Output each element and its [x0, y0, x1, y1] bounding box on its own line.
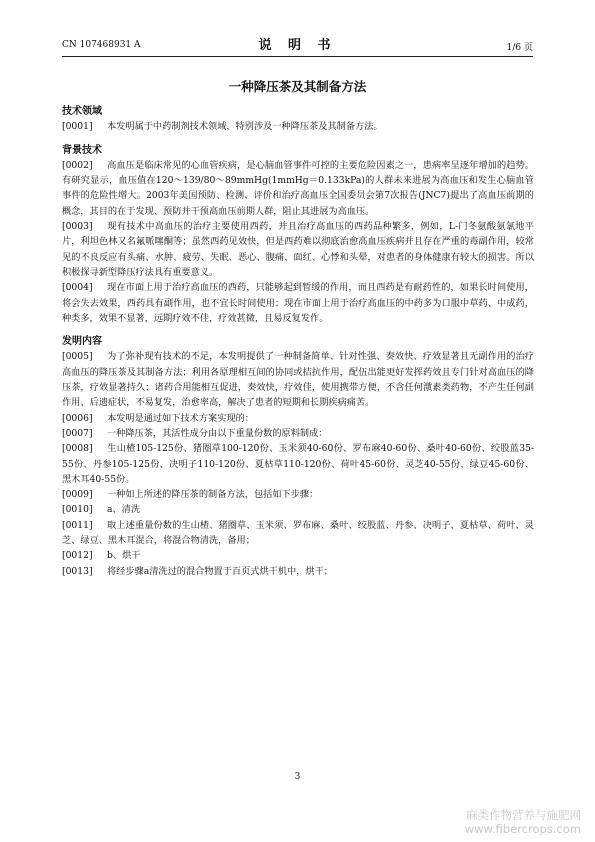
paragraph-text: 本发明属于中药制剂技术领域，特别涉及一种降压茶及其制备方法。 [107, 121, 383, 133]
paragraph-number: [0010] [62, 504, 93, 516]
paragraph-text: 取上述重量份数的生山楂、猪圈草、玉米须、罗布麻、桑叶、绞股蓝、丹参、决明子、夏枯草、荷叶、灵芝、绿豆、黑木耳混合，将混合物清洗，备用； [62, 519, 534, 547]
paragraph [62, 579, 534, 594]
paragraph-number: [0011] [62, 519, 93, 531]
paragraph [62, 119, 534, 134]
paragraph-text: 为了弥补现有技术的不足，本发明提供了一种制备简单、针对性强、奏效快、疗效显著且无副作用的治疗高血压的降压茶及其制备方法；利用各原理相互间的协同或拮抗作用，配伍出能更好发挥药效且专门针对高血压的降压茶，疗效显著持久；诸药合用能相互促进，奏效快，疗效佳，使用携带方便，不含任何激素类药物，不产生任何副作用、后遗症状，不易复发，治愈率高，解决了患者的短期和长期疾病痛苦。 [62, 351, 534, 409]
page-info: 1/6 页 [506, 43, 533, 53]
page-header [62, 38, 533, 56]
paragraph-text: 高血压是临床常见的心血管疾病，是心脑血管事件可控的主要危险因素之一，患病率呈逐年增加的趋势。有研究显示，血压值在120～139/80～89mmHg(1mmHg＝0.133kPa)的人群未来进展为高血压和发生心脑血管事件的危险性增大。2003年美国预防、检测、评价和治疗高血压全国委员会第7次报告(JNC7)提出了高血压前期的概念，其目的在于发现、预防并干预高血压前期人群，阻止其进展为高血压。 [62, 159, 534, 217]
watermark [465, 808, 581, 836]
paragraph [62, 411, 534, 426]
paragraph-number: [0005] [62, 351, 93, 363]
watermark-line: 麻类作物营养与施肥网 [466, 808, 581, 822]
paragraph-number: [0002] [62, 159, 93, 171]
paragraph [62, 349, 534, 410]
header-rule [62, 56, 533, 57]
paragraph-text: 现有技术中高血压的治疗主要使用西药，并且治疗高血压的西药品种繁多，例如，L-门冬氨酸氨氯地平片，利坦色林又名氟哌噻酮等；虽然西药见效快，但是西药难以彻底治愈高血压疾病并且存在严重的毒副作用，较常见的不良反应有头痛、水肿、疲劳、失眠、恶心、腹痛、面红、心悸和头晕，对患者的身体健康有较大的损害。所以积极探寻新型降压疗法具有重要意义。 [62, 221, 534, 278]
paragraph [62, 518, 534, 549]
section-heading: 技术领域 [62, 106, 102, 117]
paragraph-number: [0013] [62, 565, 93, 577]
paragraph [62, 280, 534, 326]
paragraph-number: [0008] [62, 443, 93, 455]
page-number: 3 [294, 772, 301, 782]
paragraph-text: b、烘干 [107, 550, 141, 562]
section-label: 说 明 书 [258, 38, 337, 53]
paragraph-number: [0003] [62, 221, 93, 233]
paragraph-number: [0009] [62, 489, 93, 501]
section-heading: 发明内容 [62, 336, 102, 348]
document-title: 一种降压茶及其制备方法 [228, 79, 367, 94]
watermark-line: www.fibercrops.com [464, 822, 581, 836]
section-heading: 背景技术 [62, 144, 102, 156]
paragraph-number: [0012] [62, 550, 93, 562]
paragraph-number: [0004] [62, 282, 93, 294]
paragraph-text: 一种如上所述的降压茶的制备方法，包括如下步骤： [107, 489, 319, 501]
paragraph-text: 现在市面上用于治疗高血压的西药，只能够起到暂缓的作用，而且西药是有耐药性的，如果长时间使用，将会失去效果，西药具有副作用，也不宜长时间使用；现在市面上用于治疗高血压的中药多为口服中草药、中成药，种类多，效果不显著，远期疗效不佳，疗效甚微，且易反复发作。 [62, 282, 534, 324]
paragraph [62, 548, 534, 563]
paragraph [62, 487, 534, 502]
paragraph [62, 564, 534, 579]
paragraph [62, 426, 534, 441]
paragraph-text: 将经步骤a清洗过的混合物置于百页式烘干机中，烘干； [107, 565, 333, 577]
paragraph [62, 441, 534, 487]
document-number: CN 107468931 A [62, 40, 141, 50]
paragraph-text: 一种降压茶，其活性成分由以下重量份数的原料制成： [107, 427, 328, 439]
document-body [62, 104, 534, 594]
paragraph-number: [0001] [62, 121, 93, 133]
paragraph-number: [0007] [62, 427, 93, 439]
paragraph [62, 158, 534, 219]
paragraph-text: 本发明是通过如下技术方案实现的： [107, 412, 254, 424]
paragraph-text: 生山楂105-125份、猪圈草100-120份、玉米须40-60份、罗布麻40-60份、桑叶40-60份、绞股蓝35-55份、丹参105-125份、决明子110-120份、夏枯草110-120份、荷叶45-60份、灵芝40-55份、绿豆45-60份、黑木耳40-55份。 [62, 443, 534, 485]
paragraph [62, 502, 534, 517]
paragraph-text: a、清洗 [107, 504, 141, 516]
paragraph-number: [0006] [62, 412, 93, 424]
paragraph [62, 219, 534, 280]
